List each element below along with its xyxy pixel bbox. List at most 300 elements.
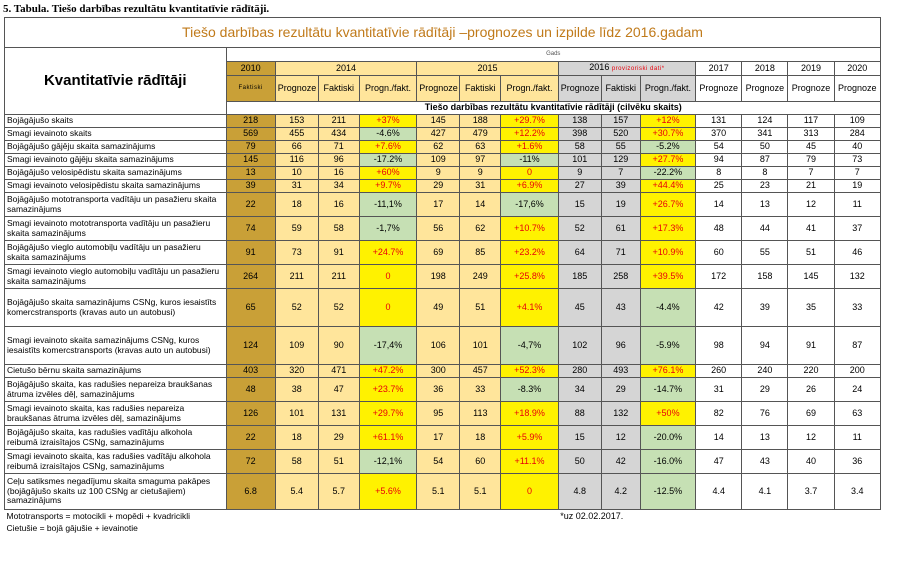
table-row [5,193,881,217]
year-2020: 2020 [834,62,880,76]
cell-ratio-2015: +11.1% [501,450,558,474]
cell-ratio-2015: -8.3% [501,378,558,402]
cell-plan-2015: 17 [417,193,460,217]
cell-ratio-2015: 0 [501,474,558,510]
cell-forecast-2019: 41 [788,217,834,241]
row-header: Kvantitatīvie rādītāji [5,48,227,115]
cell-fact-2015: 113 [460,402,501,426]
cell-ratio-2015: +5.9% [501,426,558,450]
cell-forecast-2018: 44 [742,217,788,241]
subheader-progn-fakt: Progn./fakt. [640,76,695,102]
year-2019: 2019 [788,62,834,76]
cell-fact-2010: 145 [226,154,275,167]
cell-plan-2015: 36 [417,378,460,402]
row-label: Bojāgājušo skaita, kas radušies nepareiza braukšanas ātruma izvēles dēļ, samazinājums [5,378,227,402]
footnote-date: *uz 02.02.2017. [560,510,624,521]
cell-plan-2014: 101 [275,402,318,426]
table-row [5,474,881,510]
cell-plan-2014: 38 [275,378,318,402]
cell-fact-2014: 29 [318,426,359,450]
cell-plan-2014: 455 [275,128,318,141]
cell-plan-2016: 15 [558,426,601,450]
year-2016 [558,62,695,76]
cell-forecast-2017: 31 [696,378,742,402]
row-label: Bojāgājušo mototransporta vadītāju un pasažieru skaita samazinājums [5,193,227,217]
cell-forecast-2019: 51 [788,241,834,265]
cell-fact-2010: 91 [226,241,275,265]
cell-fact-2016: 493 [601,365,640,378]
row-label: Smagi ievainoto mototransporta vadītāju un pasažieru skaita samazinājums [5,217,227,241]
cell-plan-2016: 45 [558,289,601,327]
cell-fact-2014: 5.7 [318,474,359,510]
cell-ratio-2014: +9.7% [359,180,416,193]
cell-ratio-2015: +29.7% [501,115,558,128]
cell-ratio-2015: +4.1% [501,289,558,327]
cell-ratio-2016: +27.7% [640,154,695,167]
row-label: Smagi ievainoto skaita, kas radušies vadītāju alkohola reibumā izraisītajos CSNg, samazinājums [5,450,227,474]
cell-ratio-2016: +30.7% [640,128,695,141]
row-label: Smagi ievainoto skaita samazinājums CSNg, kuros iesaistīts komercstransports (kravas auto un autobusi) [5,327,227,365]
cell-ratio-2016: -16.0% [640,450,695,474]
cell-forecast-2019: 91 [788,327,834,365]
cell-ratio-2014: +29.7% [359,402,416,426]
cell-ratio-2015: +10.7% [501,217,558,241]
cell-plan-2014: 116 [275,154,318,167]
cell-forecast-2018: 13 [742,193,788,217]
row-label: Smagi ievainoto skaits [5,128,227,141]
cell-ratio-2016: -20.0% [640,426,695,450]
note-cietusie: Cietušie = bojā gājušie + ievainotie [6,523,138,534]
year-2016-note: provizoriski dati* [611,65,665,72]
cell-fact-2014: 51 [318,450,359,474]
cell-forecast-2019: 40 [788,450,834,474]
cell-forecast-2017: 131 [696,115,742,128]
note-mototransports: Mototransports = motocikli + mopēdi + kvadricikli [6,510,191,521]
cell-forecast-2017: 54 [696,141,742,154]
cell-forecast-2020: 24 [834,378,880,402]
cell-fact-2010: 403 [226,365,275,378]
cell-plan-2016: 52 [558,217,601,241]
cell-fact-2016: 61 [601,217,640,241]
cell-forecast-2018: 94 [742,327,788,365]
row-label: Smagi ievainoto gājēju skaita samazinājums [5,154,227,167]
cell-ratio-2016: +50% [640,402,695,426]
row-label: Bojāgājušo vieglo automobiļu vadītāju un pasažieru skaita samazinājums [5,241,227,265]
cell-forecast-2018: 4.1 [742,474,788,510]
cell-ratio-2016: -14.7% [640,378,695,402]
table-row [5,241,881,265]
cell-ratio-2014: +60% [359,167,416,180]
cell-plan-2014: 109 [275,327,318,365]
table-row [5,180,881,193]
cell-fact-2015: 18 [460,426,501,450]
cell-ratio-2016: +26.7% [640,193,695,217]
subheader-progn-fakt: Progn./fakt. [359,76,416,102]
cell-forecast-2017: 42 [696,289,742,327]
cell-forecast-2018: 341 [742,128,788,141]
cell-fact-2014: 47 [318,378,359,402]
cell-ratio-2015: +6.9% [501,180,558,193]
subheader-prognoze: Prognoze [696,76,742,102]
row-label: Smagi ievainoto skaita, kas radušies nepareiza braukšanas ātruma izvēles dēļ, samazinājums [5,402,227,426]
cell-fact-2016: 42 [601,450,640,474]
cell-fact-2010: 72 [226,450,275,474]
table-row [5,289,881,327]
cell-fact-2010: 22 [226,426,275,450]
cell-forecast-2020: 284 [834,128,880,141]
cell-fact-2014: 91 [318,241,359,265]
row-label: Bojāgājušo velosipēdistu skaita samazinājums [5,167,227,180]
row-label: Bojāgājušo skaita, kas radušies vadītāju alkohola reibumā izraisītajos CSNg, samazinājums [5,426,227,450]
cell-ratio-2016: +44.4% [640,180,695,193]
cell-fact-2010: 22 [226,193,275,217]
cell-ratio-2014: -4.6% [359,128,416,141]
cell-plan-2015: 427 [417,128,460,141]
cell-fact-2010: 126 [226,402,275,426]
cell-fact-2016: 132 [601,402,640,426]
cell-forecast-2018: 240 [742,365,788,378]
cell-forecast-2018: 87 [742,154,788,167]
cell-plan-2016: 15 [558,193,601,217]
table-row [5,450,881,474]
cell-ratio-2015: +18.9% [501,402,558,426]
cell-fact-2016: 96 [601,327,640,365]
cell-fact-2015: 249 [460,265,501,289]
cell-plan-2014: 52 [275,289,318,327]
cell-forecast-2019: 3.7 [788,474,834,510]
cell-fact-2010: 65 [226,289,275,327]
table-row [5,154,881,167]
cell-plan-2016: 34 [558,378,601,402]
cell-ratio-2014: 0 [359,265,416,289]
cell-forecast-2018: 124 [742,115,788,128]
cell-fact-2016: 129 [601,154,640,167]
table-row [5,115,881,128]
cell-forecast-2019: 145 [788,265,834,289]
subheader-faktiski: Faktiski [601,76,640,102]
cell-plan-2015: 300 [417,365,460,378]
cell-forecast-2020: 109 [834,115,880,128]
cell-forecast-2020: 73 [834,154,880,167]
cell-forecast-2017: 4.4 [696,474,742,510]
cell-plan-2014: 320 [275,365,318,378]
cell-forecast-2017: 260 [696,365,742,378]
cell-ratio-2015: +1.6% [501,141,558,154]
cell-plan-2016: 138 [558,115,601,128]
cell-forecast-2020: 40 [834,141,880,154]
cell-fact-2016: 29 [601,378,640,402]
cell-fact-2016: 55 [601,141,640,154]
table-row [5,402,881,426]
cell-fact-2015: 457 [460,365,501,378]
cell-ratio-2016: -22.2% [640,167,695,180]
cell-plan-2014: 58 [275,450,318,474]
cell-plan-2014: 31 [275,180,318,193]
cell-forecast-2017: 8 [696,167,742,180]
row-label: Bojāgājušo gājēju skaita samazinājums [5,141,227,154]
cell-plan-2016: 64 [558,241,601,265]
cell-forecast-2018: 39 [742,289,788,327]
subheader-prognoze: Prognoze [417,76,460,102]
table-row [5,378,881,402]
cell-fact-2016: 12 [601,426,640,450]
cell-forecast-2017: 60 [696,241,742,265]
cell-fact-2014: 434 [318,128,359,141]
cell-forecast-2019: 26 [788,378,834,402]
cell-ratio-2016: -5.9% [640,327,695,365]
cell-plan-2016: 27 [558,180,601,193]
results-table [4,17,881,536]
cell-plan-2015: 49 [417,289,460,327]
cell-ratio-2015: -11% [501,154,558,167]
cell-fact-2010: 6.8 [226,474,275,510]
cell-forecast-2020: 63 [834,402,880,426]
cell-fact-2015: 31 [460,180,501,193]
cell-plan-2014: 18 [275,426,318,450]
cell-forecast-2020: 46 [834,241,880,265]
cell-plan-2016: 9 [558,167,601,180]
subheader-progn-fakt: Progn./fakt. [501,76,558,102]
cell-forecast-2018: 23 [742,180,788,193]
cell-plan-2016: 101 [558,154,601,167]
cell-forecast-2018: 50 [742,141,788,154]
cell-ratio-2015: +12.2% [501,128,558,141]
cell-fact-2014: 34 [318,180,359,193]
cell-plan-2015: 17 [417,426,460,450]
cell-ratio-2015: -4,7% [501,327,558,365]
cell-forecast-2017: 14 [696,426,742,450]
cell-forecast-2019: 313 [788,128,834,141]
year-2017: 2017 [696,62,742,76]
cell-fact-2015: 51 [460,289,501,327]
cell-forecast-2017: 47 [696,450,742,474]
cell-fact-2016: 7 [601,167,640,180]
cell-fact-2010: 48 [226,378,275,402]
cell-forecast-2019: 12 [788,426,834,450]
cell-plan-2016: 398 [558,128,601,141]
cell-ratio-2015: +52.3% [501,365,558,378]
cell-forecast-2018: 13 [742,426,788,450]
cell-fact-2015: 33 [460,378,501,402]
cell-fact-2010: 264 [226,265,275,289]
cell-fact-2016: 43 [601,289,640,327]
cell-forecast-2019: 79 [788,154,834,167]
row-label: Bojāgājušo skaits [5,115,227,128]
cell-forecast-2020: 19 [834,180,880,193]
table-row [5,141,881,154]
cell-ratio-2015: -17,6% [501,193,558,217]
cell-plan-2014: 18 [275,193,318,217]
cell-plan-2015: 9 [417,167,460,180]
cell-ratio-2016: -5.2% [640,141,695,154]
cell-plan-2016: 88 [558,402,601,426]
cell-ratio-2014: 0 [359,289,416,327]
cell-ratio-2014: -17.2% [359,154,416,167]
cell-fact-2016: 258 [601,265,640,289]
cell-fact-2015: 5.1 [460,474,501,510]
table-row [5,327,881,365]
cell-fact-2014: 16 [318,167,359,180]
cell-forecast-2020: 37 [834,217,880,241]
table-row [5,426,881,450]
cell-plan-2015: 109 [417,154,460,167]
cell-forecast-2019: 220 [788,365,834,378]
cell-fact-2014: 52 [318,289,359,327]
cell-plan-2015: 106 [417,327,460,365]
cell-plan-2014: 66 [275,141,318,154]
cell-fact-2014: 211 [318,265,359,289]
cell-plan-2015: 56 [417,217,460,241]
cell-ratio-2014: +23.7% [359,378,416,402]
cell-ratio-2014: -17,4% [359,327,416,365]
cell-forecast-2019: 12 [788,193,834,217]
table-row [5,128,881,141]
cell-fact-2010: 218 [226,115,275,128]
cell-forecast-2019: 35 [788,289,834,327]
cell-plan-2014: 153 [275,115,318,128]
cell-fact-2010: 13 [226,167,275,180]
cell-fact-2014: 471 [318,365,359,378]
cell-fact-2015: 101 [460,327,501,365]
cell-plan-2015: 145 [417,115,460,128]
cell-forecast-2017: 370 [696,128,742,141]
cell-plan-2015: 29 [417,180,460,193]
cell-plan-2016: 4.8 [558,474,601,510]
cell-forecast-2020: 11 [834,193,880,217]
table-row [5,167,881,180]
cell-forecast-2019: 45 [788,141,834,154]
cell-fact-2016: 19 [601,193,640,217]
row-label: Bojāgājušo skaita samazinājums CSNg, kuros iesaistīts komercstransports (kravas auto un autobusi) [5,289,227,327]
cell-forecast-2017: 48 [696,217,742,241]
cell-ratio-2016: +39.5% [640,265,695,289]
cell-plan-2014: 73 [275,241,318,265]
units-label: Gads [226,48,881,62]
cell-plan-2015: 5.1 [417,474,460,510]
cell-ratio-2015: +25.8% [501,265,558,289]
subheader-prognoze: Prognoze [275,76,318,102]
cell-fact-2016: 4.2 [601,474,640,510]
cell-plan-2016: 185 [558,265,601,289]
cell-ratio-2014: +7.6% [359,141,416,154]
cell-ratio-2016: -12.5% [640,474,695,510]
year-2010: 2010 [226,62,275,76]
cell-forecast-2020: 36 [834,450,880,474]
cell-forecast-2017: 172 [696,265,742,289]
cell-forecast-2018: 8 [742,167,788,180]
cell-ratio-2014: +61.1% [359,426,416,450]
cell-ratio-2014: +37% [359,115,416,128]
cell-fact-2015: 97 [460,154,501,167]
cell-fact-2010: 124 [226,327,275,365]
cell-fact-2016: 157 [601,115,640,128]
cell-ratio-2014: +47.2% [359,365,416,378]
year-2014: 2014 [275,62,417,76]
cell-fact-2010: 39 [226,180,275,193]
cell-fact-2010: 569 [226,128,275,141]
table-title: Tiešo darbības rezultātu kvantitatīvie rādītāji –prognozes un izpilde līdz 2016.gadam [5,18,881,48]
cell-plan-2016: 102 [558,327,601,365]
cell-ratio-2014: -12,1% [359,450,416,474]
cell-plan-2014: 211 [275,265,318,289]
cell-forecast-2017: 14 [696,193,742,217]
cell-plan-2015: 54 [417,450,460,474]
subheader-prognoze: Prognoze [558,76,601,102]
cell-plan-2014: 59 [275,217,318,241]
table-caption: 5. Tabula. Tiešo darbības rezultātu kvantitatīvie rādītāji. [3,3,270,15]
cell-fact-2010: 79 [226,141,275,154]
cell-fact-2015: 9 [460,167,501,180]
cell-ratio-2015: +23.2% [501,241,558,265]
cell-fact-2014: 71 [318,141,359,154]
cell-forecast-2019: 21 [788,180,834,193]
cell-plan-2016: 280 [558,365,601,378]
cell-fact-2015: 63 [460,141,501,154]
cell-forecast-2017: 98 [696,327,742,365]
subheader-prognoze: Prognoze [742,76,788,102]
cell-plan-2015: 95 [417,402,460,426]
cell-ratio-2015: 0 [501,167,558,180]
cell-fact-2014: 96 [318,154,359,167]
cell-fact-2014: 131 [318,402,359,426]
cell-forecast-2017: 82 [696,402,742,426]
cell-forecast-2020: 3.4 [834,474,880,510]
row-label: Smagi ievainoto vieglo automobiļu vadītāju un pasažieru skaita samazinājums [5,265,227,289]
subheader-prognoze: Prognoze [834,76,880,102]
cell-ratio-2016: +76.1% [640,365,695,378]
cell-fact-2015: 85 [460,241,501,265]
cell-fact-2014: 16 [318,193,359,217]
cell-ratio-2014: -11,1% [359,193,416,217]
table-row [5,265,881,289]
cell-fact-2015: 62 [460,217,501,241]
cell-fact-2015: 60 [460,450,501,474]
cell-ratio-2016: +10.9% [640,241,695,265]
cell-ratio-2016: +12% [640,115,695,128]
cell-fact-2015: 14 [460,193,501,217]
section-header: Tiešo darbības rezultātu kvantitatīvie rādītāji (cilvēku skaits) [226,102,881,115]
cell-fact-2015: 188 [460,115,501,128]
cell-forecast-2020: 200 [834,365,880,378]
cell-plan-2015: 198 [417,265,460,289]
subheader-faktiski: Faktiski [318,76,359,102]
cell-forecast-2019: 69 [788,402,834,426]
cell-plan-2015: 62 [417,141,460,154]
year-2018: 2018 [742,62,788,76]
cell-forecast-2018: 76 [742,402,788,426]
table-row [5,217,881,241]
row-label: Ceļu satiksmes negadījumu skaita smaguma pakāpes (bojāgājušo skaits uz 100 CSNg ar cietušajiem) samazinājums [5,474,227,510]
cell-forecast-2018: 43 [742,450,788,474]
cell-fact-2016: 520 [601,128,640,141]
cell-forecast-2020: 11 [834,426,880,450]
cell-ratio-2016: +17.3% [640,217,695,241]
subheader-prognoze: Prognoze [788,76,834,102]
cell-forecast-2018: 29 [742,378,788,402]
cell-forecast-2019: 7 [788,167,834,180]
cell-ratio-2014: -1,7% [359,217,416,241]
cell-forecast-2020: 87 [834,327,880,365]
cell-fact-2014: 90 [318,327,359,365]
year-2015: 2015 [417,62,559,76]
cell-ratio-2014: +5.6% [359,474,416,510]
cell-forecast-2020: 7 [834,167,880,180]
cell-plan-2015: 69 [417,241,460,265]
row-label: Cietušo bērnu skaita samazinājums [5,365,227,378]
subheader-faktiski-2010: Faktiski [226,76,275,102]
cell-fact-2010: 74 [226,217,275,241]
cell-forecast-2020: 33 [834,289,880,327]
